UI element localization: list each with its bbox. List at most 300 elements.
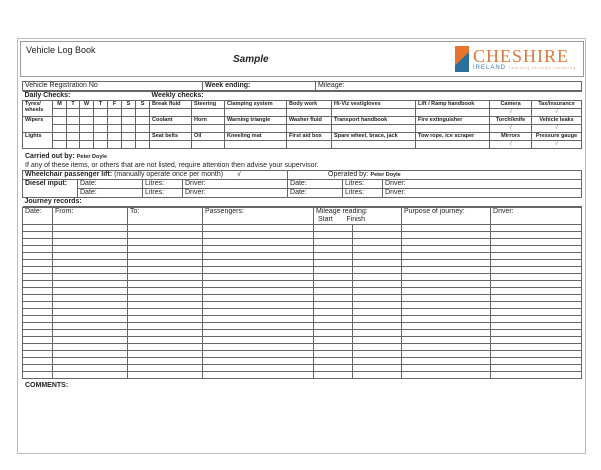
header-table	[22, 81, 582, 91]
journey-cell[interactable]	[23, 225, 53, 232]
day-check-cell[interactable]	[80, 125, 94, 133]
diesel-litres[interactable]: Litres:	[143, 180, 183, 189]
journey-cell[interactable]	[23, 302, 53, 309]
journey-cell[interactable]	[23, 267, 53, 274]
journey-cell[interactable]	[203, 239, 314, 246]
journey-cell[interactable]	[402, 372, 491, 379]
journey-cell[interactable]	[402, 281, 491, 288]
journey-cell[interactable]	[314, 267, 353, 274]
weekly-check-cell[interactable]	[416, 125, 490, 133]
check-row	[23, 109, 582, 117]
day-check-cell[interactable]	[53, 117, 67, 125]
col-start: Start	[317, 216, 333, 223]
journey-cell[interactable]	[314, 281, 353, 288]
journey-cell[interactable]	[314, 274, 353, 281]
journey-cell[interactable]	[353, 281, 402, 288]
journey-cell[interactable]	[53, 365, 128, 372]
tick-mark[interactable]: √	[490, 141, 532, 149]
day-check-cell[interactable]	[80, 117, 94, 125]
journey-cell[interactable]	[23, 316, 53, 323]
check-row	[23, 125, 582, 133]
day-check-cell[interactable]	[80, 133, 94, 141]
day-check-cell[interactable]	[67, 117, 80, 125]
journey-cell[interactable]	[23, 253, 53, 260]
journey-cell[interactable]	[491, 246, 582, 253]
day-check-cell[interactable]	[122, 109, 136, 117]
journey-cell[interactable]	[53, 351, 128, 358]
col-date: Date:	[23, 208, 53, 225]
journey-cell[interactable]	[353, 372, 402, 379]
journey-cell[interactable]	[353, 274, 402, 281]
journey-cell[interactable]	[402, 309, 491, 316]
journey-cell[interactable]	[314, 344, 353, 351]
journey-cell[interactable]	[23, 351, 53, 358]
journey-cell[interactable]	[402, 253, 491, 260]
journey-cell[interactable]	[53, 309, 128, 316]
journey-cell[interactable]	[203, 316, 314, 323]
journey-cell[interactable]	[128, 246, 203, 253]
journey-cell[interactable]	[53, 239, 128, 246]
day-check-cell[interactable]	[136, 109, 150, 117]
journey-cell[interactable]	[128, 365, 203, 372]
day-header: T	[94, 101, 108, 109]
journey-cell[interactable]	[402, 267, 491, 274]
tick-mark[interactable]: √	[532, 141, 582, 149]
weekly-check-cell[interactable]	[192, 125, 225, 133]
journey-cell[interactable]	[491, 365, 582, 372]
journey-cell[interactable]	[23, 232, 53, 239]
journey-cell[interactable]	[53, 323, 128, 330]
weekly-check-cell[interactable]	[225, 109, 287, 117]
journey-cell[interactable]	[402, 232, 491, 239]
journey-cell[interactable]	[353, 288, 402, 295]
journey-cell[interactable]	[128, 309, 203, 316]
day-check-cell[interactable]	[122, 133, 136, 141]
weekly-item: Clamping system	[225, 101, 287, 109]
weekly-check-cell[interactable]	[416, 141, 490, 149]
journey-row	[23, 330, 582, 337]
weekly-check-cell[interactable]	[225, 141, 287, 149]
diesel-date[interactable]: Date:	[288, 189, 343, 198]
journey-cell[interactable]	[314, 372, 353, 379]
journey-cell[interactable]	[203, 302, 314, 309]
col-driver: Driver:	[491, 208, 582, 225]
journey-cell[interactable]	[203, 274, 314, 281]
journey-cell[interactable]	[53, 260, 128, 267]
journey-cell[interactable]	[53, 302, 128, 309]
diesel-driver[interactable]: Driver:	[183, 189, 288, 198]
day-check-cell[interactable]	[94, 109, 108, 117]
journey-cell[interactable]	[353, 253, 402, 260]
journey-cell[interactable]	[353, 239, 402, 246]
cheshire-logo	[455, 44, 581, 74]
journey-cell[interactable]	[314, 358, 353, 365]
col-purpose: Purpose of journey:	[402, 208, 491, 225]
journey-cell[interactable]	[402, 323, 491, 330]
journey-cell[interactable]	[402, 337, 491, 344]
vehicle-registration-field[interactable]: Vehicle Registration No	[23, 82, 203, 91]
journey-cell[interactable]	[353, 267, 402, 274]
journey-cell[interactable]	[402, 351, 491, 358]
journey-cell[interactable]	[23, 330, 53, 337]
journey-cell[interactable]	[203, 253, 314, 260]
weekly-checks-label: Weekly checks:	[150, 92, 582, 101]
journey-records-label: Journey records:	[23, 198, 582, 207]
check-row	[23, 141, 582, 149]
checks-table	[22, 91, 582, 149]
journey-cell[interactable]	[128, 323, 203, 330]
weekly-check-cell[interactable]	[225, 125, 287, 133]
form-body	[22, 81, 582, 390]
day-check-cell[interactable]	[136, 133, 150, 141]
tick-mark[interactable]: √	[490, 125, 532, 133]
weekly-check-cell[interactable]	[287, 141, 332, 149]
day-header: M	[53, 101, 67, 109]
journey-cell[interactable]	[491, 253, 582, 260]
day-check-cell[interactable]	[67, 133, 80, 141]
journey-cell[interactable]	[128, 225, 203, 232]
journey-cell[interactable]	[353, 225, 402, 232]
journey-cell[interactable]	[353, 316, 402, 323]
journey-cell[interactable]	[491, 288, 582, 295]
day-check-cell[interactable]	[67, 125, 80, 133]
journey-cell[interactable]	[128, 260, 203, 267]
day-check-cell[interactable]	[94, 117, 108, 125]
tick-mark[interactable]: √	[532, 125, 582, 133]
week-ending-field[interactable]: Week ending:	[203, 82, 316, 91]
journey-cell[interactable]	[491, 323, 582, 330]
journey-cell[interactable]	[53, 344, 128, 351]
journey-cell[interactable]	[353, 351, 402, 358]
day-check-cell[interactable]	[122, 141, 136, 149]
journey-cell[interactable]	[128, 316, 203, 323]
journey-cell[interactable]	[53, 295, 128, 302]
journey-cell[interactable]	[23, 288, 53, 295]
day-header: F	[108, 101, 122, 109]
journey-cell[interactable]	[402, 295, 491, 302]
journey-cell[interactable]	[128, 372, 203, 379]
journey-cell[interactable]	[128, 267, 203, 274]
journey-cell[interactable]	[203, 281, 314, 288]
journey-cell[interactable]	[203, 330, 314, 337]
journey-cell[interactable]	[128, 330, 203, 337]
journey-cell[interactable]	[353, 365, 402, 372]
weekly-check-cell[interactable]	[150, 141, 192, 149]
journey-cell[interactable]	[402, 274, 491, 281]
day-check-cell[interactable]	[67, 109, 80, 117]
diesel-date[interactable]: Date:	[288, 180, 343, 189]
diesel-driver[interactable]: Driver:	[183, 180, 288, 189]
day-check-cell[interactable]	[136, 125, 150, 133]
journey-cell[interactable]	[203, 267, 314, 274]
journey-cell[interactable]	[402, 239, 491, 246]
journey-cell[interactable]	[23, 309, 53, 316]
journey-cell[interactable]	[23, 239, 53, 246]
journey-cell[interactable]	[314, 351, 353, 358]
journey-cell[interactable]	[491, 309, 582, 316]
day-check-cell[interactable]	[136, 117, 150, 125]
journey-row	[23, 239, 582, 246]
journey-cell[interactable]	[491, 295, 582, 302]
day-check-cell[interactable]	[80, 109, 94, 117]
journey-cell[interactable]	[491, 267, 582, 274]
journey-cell[interactable]	[402, 316, 491, 323]
journey-cell[interactable]	[128, 351, 203, 358]
journey-cell[interactable]	[23, 246, 53, 253]
weekly-item: Seat belts	[150, 133, 192, 141]
journey-row	[23, 337, 582, 344]
journey-cell[interactable]	[23, 337, 53, 344]
lift-tick: √	[237, 171, 241, 178]
journey-cell[interactable]	[128, 281, 203, 288]
journey-cell[interactable]	[314, 295, 353, 302]
journey-cell[interactable]	[491, 351, 582, 358]
journey-cell[interactable]	[353, 358, 402, 365]
day-check-cell[interactable]	[53, 133, 67, 141]
lift-diesel-table	[22, 170, 582, 207]
day-check-cell[interactable]	[94, 141, 108, 149]
journey-cell[interactable]	[314, 246, 353, 253]
journey-cell[interactable]	[314, 239, 353, 246]
journey-cell[interactable]	[53, 253, 128, 260]
journey-cell[interactable]	[491, 337, 582, 344]
journey-cell[interactable]	[128, 288, 203, 295]
journey-cell[interactable]	[402, 246, 491, 253]
weekly-item: Washer fluid	[287, 117, 332, 125]
day-check-cell[interactable]	[53, 125, 67, 133]
diesel-date[interactable]: Date:	[78, 180, 143, 189]
day-check-cell[interactable]	[108, 109, 122, 117]
journey-cell[interactable]	[402, 288, 491, 295]
journey-cell[interactable]	[53, 225, 128, 232]
col-mileage: Mileage reading: Start Finish	[314, 208, 402, 225]
mileage-field[interactable]: Mileage:	[316, 82, 582, 91]
journey-cell[interactable]	[23, 274, 53, 281]
journey-cell[interactable]	[23, 365, 53, 372]
day-check-cell[interactable]	[53, 109, 67, 117]
journey-cell[interactable]	[53, 372, 128, 379]
weekly-check-cell[interactable]	[332, 125, 416, 133]
day-check-cell[interactable]	[53, 141, 67, 149]
journey-row	[23, 232, 582, 239]
journey-cell[interactable]	[491, 358, 582, 365]
journey-cell[interactable]	[491, 316, 582, 323]
weekly-check-cell[interactable]	[287, 125, 332, 133]
journey-cell[interactable]	[203, 337, 314, 344]
journey-cell[interactable]	[203, 365, 314, 372]
journey-cell[interactable]	[128, 337, 203, 344]
journey-cell[interactable]	[23, 358, 53, 365]
day-check-cell[interactable]	[80, 141, 94, 149]
journey-cell[interactable]	[23, 260, 53, 267]
day-check-cell[interactable]	[136, 141, 150, 149]
weekly-check-cell[interactable]	[192, 141, 225, 149]
weekly-item: Transport handbook	[332, 117, 416, 125]
weekly-item: Break fluid	[150, 101, 192, 109]
journey-cell[interactable]	[53, 274, 128, 281]
weekly-item: Spare wheel, brace, jack	[332, 133, 416, 141]
journey-cell[interactable]	[128, 302, 203, 309]
journey-cell[interactable]	[203, 246, 314, 253]
journey-cell[interactable]	[353, 232, 402, 239]
diesel-driver[interactable]: Driver:	[383, 180, 582, 189]
journey-cell[interactable]	[491, 344, 582, 351]
weekly-check-cell[interactable]	[192, 109, 225, 117]
weekly-item: Hi-Viz vest/gloves	[332, 101, 416, 109]
journey-cell[interactable]	[53, 267, 128, 274]
day-check-cell[interactable]	[108, 117, 122, 125]
journey-cell[interactable]	[491, 302, 582, 309]
journey-cell[interactable]	[353, 344, 402, 351]
day-check-cell[interactable]	[94, 125, 108, 133]
journey-cell[interactable]	[314, 253, 353, 260]
day-check-cell[interactable]	[108, 133, 122, 141]
weekly-item: Camera	[490, 101, 532, 109]
diesel-litres[interactable]: Litres:	[143, 189, 183, 198]
day-check-cell[interactable]	[122, 125, 136, 133]
day-check-cell[interactable]	[67, 141, 80, 149]
weekly-check-cell[interactable]	[150, 109, 192, 117]
day-header: S	[122, 101, 136, 109]
journey-cell[interactable]	[203, 232, 314, 239]
journey-cell[interactable]	[53, 358, 128, 365]
journey-cell[interactable]	[314, 225, 353, 232]
check-row	[23, 133, 582, 141]
journey-cell[interactable]	[128, 253, 203, 260]
weekly-check-cell[interactable]	[332, 109, 416, 117]
weekly-check-cell[interactable]	[287, 109, 332, 117]
daily-item: Tyres/ wheels	[23, 101, 53, 117]
journey-cell[interactable]	[353, 330, 402, 337]
weekly-item: Coolant	[150, 117, 192, 125]
col-from: From:	[53, 208, 128, 225]
day-check-cell[interactable]	[108, 125, 122, 133]
journey-cell[interactable]	[402, 365, 491, 372]
journey-cell[interactable]	[203, 295, 314, 302]
journey-cell[interactable]	[314, 232, 353, 239]
day-check-cell[interactable]	[94, 133, 108, 141]
journey-cell[interactable]	[53, 246, 128, 253]
journey-cell[interactable]	[53, 316, 128, 323]
journey-cell[interactable]	[128, 232, 203, 239]
journey-cell[interactable]	[314, 302, 353, 309]
journey-cell[interactable]	[402, 358, 491, 365]
journey-cell[interactable]	[353, 337, 402, 344]
journey-cell[interactable]	[402, 225, 491, 232]
journey-cell[interactable]	[491, 232, 582, 239]
journey-cell[interactable]	[128, 358, 203, 365]
journey-cell[interactable]	[353, 260, 402, 267]
journey-cell[interactable]	[53, 330, 128, 337]
daily-item: Wipers	[23, 117, 53, 133]
journey-cell[interactable]	[203, 323, 314, 330]
journey-cell[interactable]	[314, 337, 353, 344]
journey-cell[interactable]	[491, 239, 582, 246]
weekly-check-cell[interactable]	[150, 125, 192, 133]
journey-cell[interactable]	[203, 372, 314, 379]
journey-cell[interactable]	[402, 302, 491, 309]
journey-cell[interactable]	[23, 323, 53, 330]
journey-cell[interactable]	[203, 225, 314, 232]
journey-row	[23, 323, 582, 330]
journey-cell[interactable]	[23, 344, 53, 351]
journey-cell[interactable]	[314, 330, 353, 337]
journey-cell[interactable]	[203, 344, 314, 351]
journey-cell[interactable]	[53, 288, 128, 295]
journey-cell[interactable]	[402, 330, 491, 337]
carried-out-by-value[interactable]: Peter Doyle	[76, 154, 108, 160]
journey-cell[interactable]	[491, 225, 582, 232]
weekly-item: Oil	[192, 133, 225, 141]
journey-cell[interactable]	[203, 309, 314, 316]
journey-cell[interactable]	[314, 260, 353, 267]
journey-cell[interactable]	[314, 316, 353, 323]
day-check-cell[interactable]	[108, 141, 122, 149]
journey-cell[interactable]	[53, 232, 128, 239]
journey-cell[interactable]	[314, 365, 353, 372]
journey-cell[interactable]	[128, 295, 203, 302]
journey-cell[interactable]	[491, 372, 582, 379]
tick-mark[interactable]: √	[490, 109, 532, 117]
journey-cell[interactable]	[353, 309, 402, 316]
journey-cell[interactable]	[23, 372, 53, 379]
weekly-item: Tow rope, ice scraper	[416, 133, 490, 141]
diesel-date[interactable]: Date:	[78, 189, 143, 198]
journey-cell[interactable]	[491, 274, 582, 281]
journey-row	[23, 372, 582, 379]
journey-row	[23, 253, 582, 260]
journey-cell[interactable]	[128, 274, 203, 281]
diesel-litres[interactable]: Litres:	[343, 180, 383, 189]
journey-cell[interactable]	[491, 281, 582, 288]
weekly-check-cell[interactable]	[332, 141, 416, 149]
journey-cell[interactable]	[402, 344, 491, 351]
journey-row	[23, 302, 582, 309]
journey-cell[interactable]	[53, 337, 128, 344]
weekly-check-cell[interactable]	[416, 109, 490, 117]
journey-cell[interactable]	[203, 358, 314, 365]
day-check-cell[interactable]	[122, 117, 136, 125]
check-row	[23, 101, 582, 109]
journey-cell[interactable]	[128, 239, 203, 246]
journey-cell[interactable]	[402, 260, 491, 267]
journey-cell[interactable]	[23, 295, 53, 302]
journey-cell[interactable]	[353, 323, 402, 330]
journey-cell[interactable]	[314, 288, 353, 295]
journey-cell[interactable]	[314, 309, 353, 316]
diesel-driver[interactable]: Driver:	[383, 189, 582, 198]
tick-mark[interactable]: √	[532, 109, 582, 117]
diesel-litres[interactable]: Litres:	[343, 189, 383, 198]
journey-cell[interactable]	[128, 344, 203, 351]
journey-cell[interactable]	[353, 246, 402, 253]
advice-text: If any of these items, or others that are not listed, require attention then advise your supervisor.	[25, 162, 319, 169]
journey-cell[interactable]	[53, 281, 128, 288]
journey-cell[interactable]	[353, 295, 402, 302]
journey-cell[interactable]	[314, 323, 353, 330]
journey-cell[interactable]	[203, 260, 314, 267]
journey-cell[interactable]	[203, 288, 314, 295]
journey-cell[interactable]	[491, 330, 582, 337]
journey-cell[interactable]	[23, 281, 53, 288]
journey-cell[interactable]	[203, 351, 314, 358]
check-row	[23, 117, 582, 125]
journey-cell[interactable]	[353, 302, 402, 309]
operated-by-value[interactable]: Peter Doyle	[370, 172, 401, 178]
weekly-item: Body work	[287, 101, 332, 109]
logo-sub: IRELAND Learning through Listening	[473, 64, 577, 71]
journey-cell[interactable]	[491, 260, 582, 267]
